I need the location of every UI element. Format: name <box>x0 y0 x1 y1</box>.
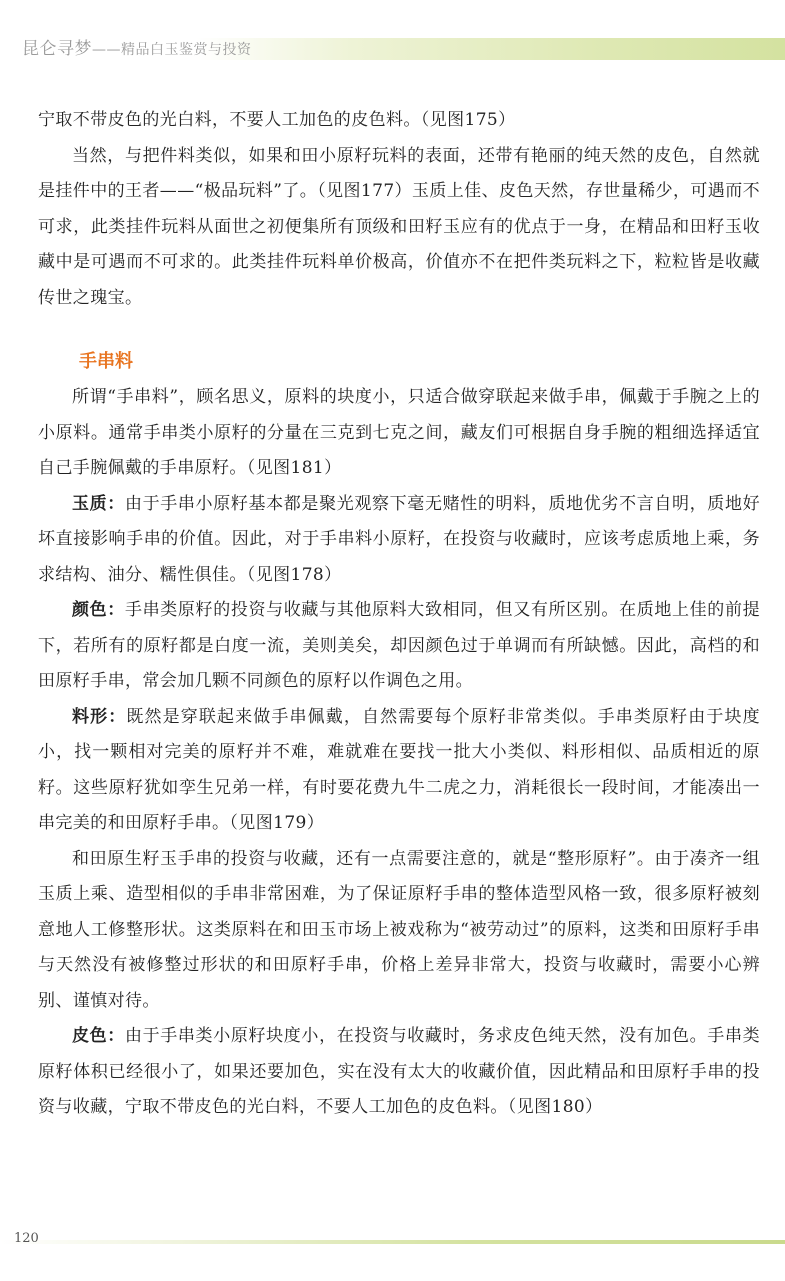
paragraph-definition: 所谓“手串料”，顾名思义，原料的块度小，只适合做穿联起来做手串，佩戴于手腕之上的小原料。通常手串类小原籽的分量在三克到七克之间，藏友们可根据自身手腕的粗细选择适宜自己手腕佩戴的手串原籽。（见图181） <box>38 387 760 478</box>
paragraph-skin <box>38 1019 760 1126</box>
text-quality: 由于手串小原籽基本都是聚光观察下毫无赌性的明料，质地优劣不言自明，质地好坏直接影响手串的价值。因此，对于手串料小原籽，在投资与收藏时，应该考虑质地上乘，务求结构、油分、糯性俱佳。（见图178） <box>38 493 761 585</box>
label-skin: 皮色： <box>72 1026 125 1046</box>
paragraph-continued: 宁取不带皮色的光白料，不要人工加色的皮色料。（见图175） <box>38 110 516 130</box>
page-number: 120 <box>14 1231 39 1246</box>
book-subtitle: ——精品白玉鉴赏与投资 <box>92 42 252 58</box>
paragraph-premium-pendant: 当然，与把件料类似，如果和田小原籽玩料的表面，还带有艳丽的纯天然的皮色，自然就是挂件中的王者——“极品玩料”了。（见图177）玉质上佳、皮色天然，存世量稀少，可遇而不可求，此类挂件玩料从面世之初便集所有顶级和田籽玉应有的优点于一身，在精品和田籽玉收藏中是可遇而不可求的。此类挂件玩料单价极高，价值亦不在把件类玩料之下，粒粒皆是收藏传世之瑰宝。 <box>38 145 760 308</box>
label-shape: 料形： <box>72 706 127 727</box>
section-title: 手串料 <box>79 351 133 372</box>
page-body <box>38 103 760 1126</box>
label-color: 颜色： <box>72 600 125 620</box>
paragraph-reshaped: 和田原生籽玉手串的投资与收藏，还有一点需要注意的，就是“整形原籽”。由于凑齐一组玉质上乘、造型相似的手串非常困难，为了保证原籽手串的整体造型风格一致，很多原籽被刻意地人工修整形状。这类原料在和田玉市场上被戏称为“被劳动过”的原料，这类和田原籽手串与天然没有被修整过形状的和田原籽手串，价格上差异非常大，投资与收藏时，需要小心辨别、谨慎对待。 <box>38 848 760 1011</box>
paragraph-shape <box>38 700 760 842</box>
text-shape: 既然是穿联起来做手串佩戴，自然需要每个原籽非常类似。手串类原籽由于块度小，找一颗相对完美的原籽并不难，难就难在要找一批大小类似、料形相似、品质相近的原籽。这些原籽犹如孪生兄弟一样，有时要花费九牛二虎之力，消耗很长一段时间，才能凑出一串完美的和田原籽手串。（见图179） <box>38 706 760 833</box>
paragraph-quality <box>38 487 760 594</box>
text-skin: 由于手串类小原籽块度小，在投资与收藏时，务求皮色纯天然，没有加色。手串类原籽体积已经很小了，如果还要加色，实在没有太大的收藏价值，因此精品和田原籽手串的投资与收藏，宁取不带皮色的光白料，不要人工加色的皮色料。（见图180） <box>38 1026 761 1117</box>
label-quality: 玉质： <box>72 493 125 514</box>
running-header <box>22 38 252 60</box>
footer-rule <box>0 1240 785 1244</box>
text-color: 手串类原籽的投资与收藏与其他原料大致相同，但又有所区别。在质地上佳的前提下，若所有的原籽都是白度一流，美则美矣，却因颜色过于单调而有所缺憾。因此，高档的和田原籽手串，常会加几颗不同颜色的原籽以作调色之用。 <box>38 600 761 691</box>
paragraph-color <box>38 593 760 700</box>
section-gap <box>38 316 760 344</box>
book-title: 昆仑寻梦 <box>22 39 92 59</box>
